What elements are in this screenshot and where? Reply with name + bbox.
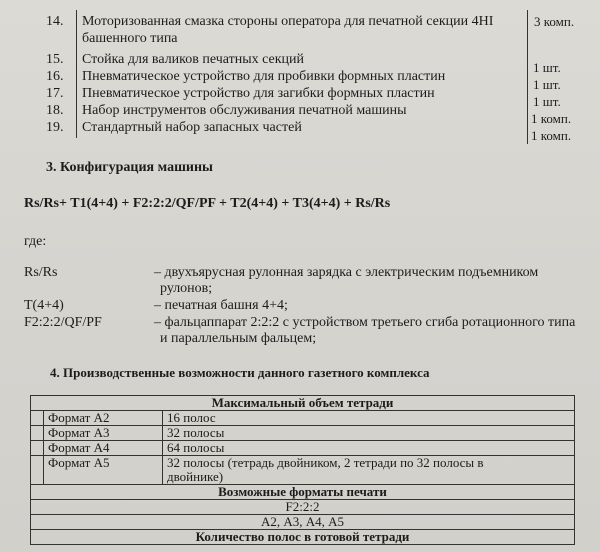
definition-description: – фальцаппарат 2:2:2 с устройством третьего сгиба ротационного типа	[154, 315, 576, 330]
table-row	[31, 456, 575, 485]
table-row	[31, 411, 575, 426]
pages-count-header: Количество полос в готовой тетради	[31, 530, 575, 545]
definition-description: – двухъярусная рулонная зарядка с электрическим подъемником	[154, 265, 539, 280]
format-cell: Формат А3	[44, 426, 163, 441]
definition-term: F2:2:2/QF/PF	[24, 315, 102, 330]
where-label: где:	[24, 234, 47, 249]
formats-cell: А2, А3, А4, А5	[31, 515, 575, 530]
machine-configuration-formula: Rs/Rs+ T1(4+4) + F2:2:2/QF/PF + T2(4+4) + T3(4+4) + Rs/Rs	[24, 196, 391, 211]
table-row	[31, 441, 575, 456]
value-cell: 64 полосы	[163, 441, 575, 456]
table-header-row	[31, 396, 575, 411]
definition-description: – печатная башня 4+4;	[154, 298, 288, 313]
definition-description-continuation: и параллельным фальцем;	[160, 331, 317, 346]
table-row	[31, 426, 575, 441]
section-3-title: 3. Конфигурация машины	[46, 160, 213, 175]
value-cell: 16 полос	[163, 411, 575, 426]
table-header-row	[31, 530, 575, 545]
max-volume-header: Максимальный объем тетради	[31, 396, 575, 411]
document-page: 14. Моторизованная смазка стороны оператора для печатной секции 4HI 3 комп. башенного типа 15. Стойка для валиков печатных секций 1 шт. 16. Пневматическое устройство для пробивки формных пластин 1 шт. 17. Пневматическое устройство для загибки формных пластин 1 шт. 18. Набор инструментов обслуживания печатной машины 1 комп. 19. Стандартный набор запасных частей 1 комп. 3. Конфигурация машины Rs/Rs+ T1(4+4) + F2:2:2/QF/PF + T2(4+4) + T3(4+4) + Rs/Rs где: Rs/Rs – двухъярусная рулонная зарядка с электрическим подъемником рулонов; T(4+4) – печатная башня 4+4; F2:2:2/QF/PF – фальцаппарат 2:2:2 с устройством третьего сгиба ротационного типа и параллельным фальцем; 4. Производственные возможности данного газетного комплекса Максимальный объем тетради Формат А2 16 полос Формат А3 32 полосы Формат А4 64 полосы Формат А5 32 полосы (тетрадь двойником, 2 тетради по 32 полосы в двойнике) Возможные форматы печати F2:2:2 А2, А3, А4, А5 Количество полос в готовой тетради	[0, 0, 600, 552]
table-row	[31, 515, 575, 530]
table-row	[31, 500, 575, 515]
definition-term: T(4+4)	[24, 298, 64, 313]
format-cell: Формат А5	[44, 456, 163, 485]
definition-description-continuation: рулонов;	[160, 281, 213, 296]
list-left-border	[76, 10, 77, 138]
fold-cell: F2:2:2	[31, 500, 575, 515]
value-cell: 32 полосы	[163, 426, 575, 441]
production-capabilities-table	[30, 395, 575, 545]
print-formats-header: Возможные форматы печати	[31, 485, 575, 500]
list-right-border	[527, 10, 528, 144]
format-cell: Формат А4	[44, 441, 163, 456]
table-header-row	[31, 485, 575, 500]
section-4-title: 4. Производственные возможности данного газетного комплекса	[50, 365, 430, 380]
definition-term: Rs/Rs	[24, 265, 58, 280]
format-cell: Формат А2	[44, 411, 163, 426]
value-cell: 32 полосы (тетрадь двойником, 2 тетради по 32 полосы в двойнике)	[163, 456, 575, 485]
